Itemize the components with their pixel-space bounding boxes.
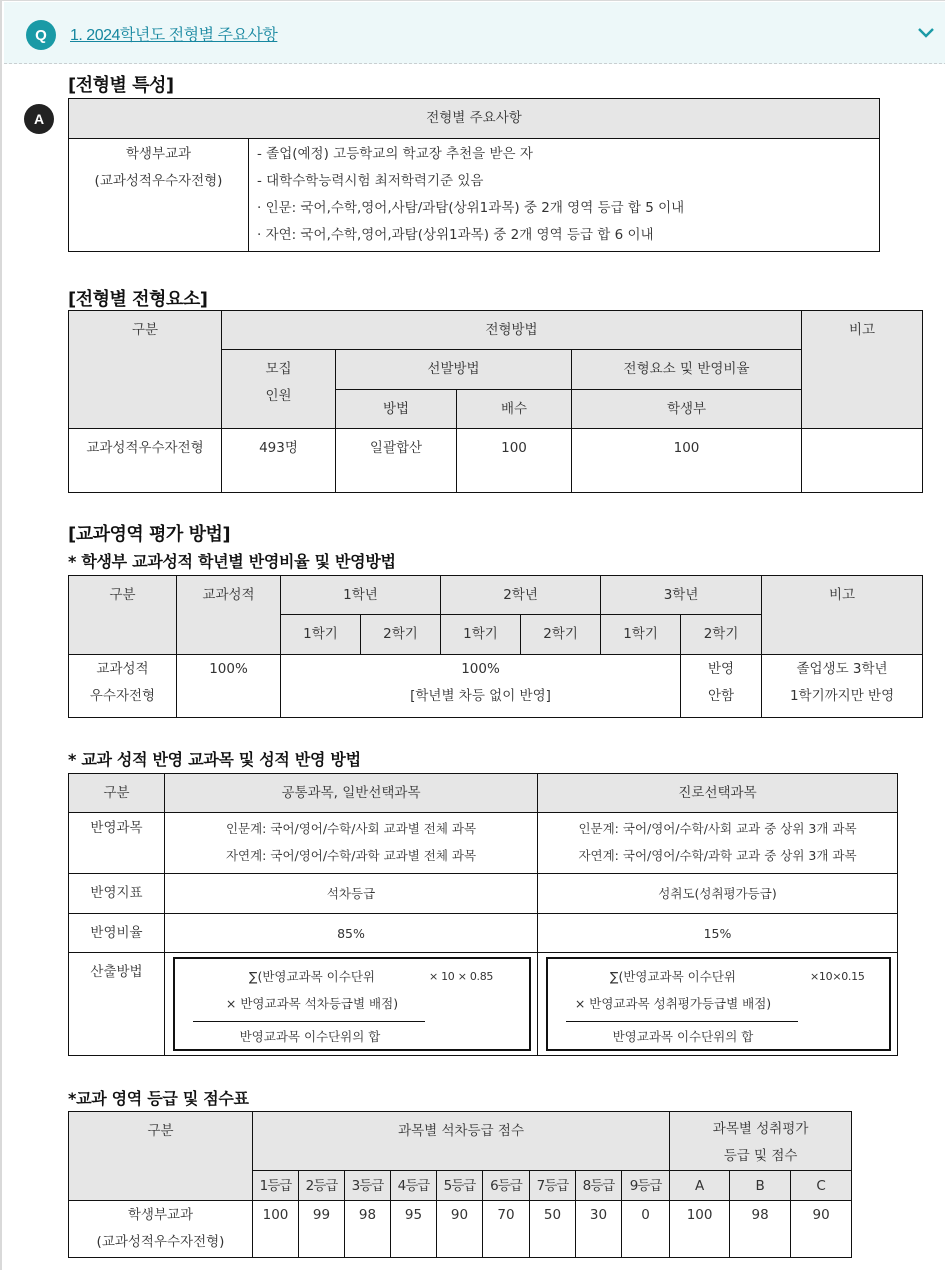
cell-text: 인문계: 국어/영어/수학/사회 교과별 전체 과목 [225,821,477,836]
cell-grade-score: 100% [177,655,281,718]
table-row [69,1201,852,1258]
table-row [69,813,898,874]
col-header: 2학기 [681,615,762,655]
section-heading-elements: [전형별 전형요소] [68,289,208,310]
col-header: 구분 [69,774,165,813]
col-header: 방법 [336,390,457,429]
cell-score: 50 [530,1201,576,1258]
formula-denominator: 반영교과목 이수단위의 합 [612,1029,754,1044]
col-header: 1학년 [281,576,441,615]
col-header: 9등급 [622,1171,670,1201]
fraction-bar [566,1021,798,1022]
row-label: 교과성적 [96,661,149,677]
col-header: 2등급 [299,1171,345,1201]
col-header: 구분 [69,576,177,655]
section-heading-characteristics: [전형별 특성] [68,75,174,96]
cell-text: 인문계: 국어/영어/수학/사회 교과 중 상위 3개 과목 [578,821,857,836]
question-badge: Q [26,20,56,50]
cell-recruit: 493명 [222,429,336,493]
col-header: 1학기 [281,615,361,655]
col-header: B [730,1171,791,1201]
table-row [69,874,898,914]
subjects-table [68,773,898,1056]
col-header: 1학기 [601,615,681,655]
col-header: 8등급 [576,1171,622,1201]
formula-numerator: × 반영교과목 성취평가등급별 배점) [574,996,772,1011]
col-header: 1등급 [253,1171,299,1201]
row-label: 반영지표 [69,874,165,914]
col-header: 진로선택과목 [538,774,898,813]
formula-denominator: 반영교과목 이수단위의 합 [239,1029,381,1044]
row-label: 산출방법 [69,953,165,1056]
question-header[interactable] [4,2,945,64]
formula-common [173,957,531,1051]
subheading-score-table: *교과 영역 등급 및 점수표 [68,1089,249,1108]
col-header: 비고 [762,576,923,655]
row-label: 학생부교과 [125,146,192,162]
col-header: A [670,1171,730,1201]
col-header: 과목별 석차등급 점수 [253,1112,670,1171]
col-header: 비고 [802,311,923,429]
formula-career [546,957,891,1051]
cell-note [802,429,923,493]
characteristics-table [68,98,880,252]
col-header: 등급 및 점수 [723,1148,798,1164]
col-header: 구분 [69,1112,253,1201]
col-header: 과목별 성취평가 [712,1121,809,1137]
col-header: 선발방법 [336,350,572,390]
cell-score: 30 [576,1201,622,1258]
cell-score: 90 [791,1201,852,1258]
col-header: 3등급 [345,1171,391,1201]
row-label: 학생부교과 [127,1207,194,1223]
cell-text: 자연계: 국어/영어/수학/과학 교과별 전체 과목 [225,848,477,863]
cell-score: 0 [622,1201,670,1258]
section-heading-evaluation: [교과영역 평가 방법] [68,524,231,545]
cell-text: 성취도(성취평가등급) [538,874,898,914]
col-header: C [791,1171,852,1201]
cell-score: 98 [345,1201,391,1258]
cell-text: 자연계: 국어/영어/수학/과학 교과 중 상위 3개 과목 [578,848,857,863]
row-label: 교과성적우수자전형 [69,429,222,493]
row-label: 우수자전형 [89,688,156,704]
cell-score: 100 [253,1201,299,1258]
fraction-bar [193,1021,425,1022]
grade-score-table [68,1111,852,1258]
col-header: 6등급 [483,1171,530,1201]
list-item: · 자연: 국어,수학,영어,과탐(상위1과목) 중 2개 영역 등급 합 6 이내 [257,227,654,243]
list-item: - 졸업(예정) 고등학교의 학교장 추천을 받은 자 [257,146,533,162]
cell-record: 100 [572,429,802,493]
cell-ratio-note: [학년별 차등 없이 반영] [410,688,551,704]
cell-note: 1학기까지만 반영 [789,688,895,704]
subheading-subjects: * 교과 성적 반영 교과목 및 성적 반영 방법 [68,750,361,769]
formula-multiplier: ×10×0.15 [810,970,865,983]
col-header: 4등급 [391,1171,437,1201]
formula-multiplier: × 10 × 0.85 [429,970,494,983]
col-header: 1학기 [441,615,521,655]
col-header: 배수 [457,390,572,429]
col-header: 전형방법 [222,311,802,350]
cell-score: 90 [437,1201,483,1258]
table-row [69,914,898,953]
col-header: 전형요소 및 반영비율 [572,350,802,390]
col-header: 2학기 [521,615,601,655]
col-header: 구분 [69,311,222,429]
col-header: 2학년 [441,576,601,615]
cell-score: 70 [483,1201,530,1258]
cell-text: 석차등급 [165,874,538,914]
col-header: 학생부 [572,390,802,429]
table-row [69,429,923,493]
cell-not-applied: 안함 [707,688,735,704]
formula-numerator: ∑(반영교과목 이수단위 [610,969,736,984]
row-label-sub: (교과성적우수자전형) [94,173,223,189]
question-title-link[interactable]: 1. 2024학년도 전형별 주요사항 [70,27,278,44]
table-row [69,953,898,1056]
row-label: (교과성적우수자전형) [96,1234,225,1250]
chevron-down-icon[interactable] [916,26,936,40]
year-ratio-table [68,575,923,718]
table-header: 전형별 주요사항 [69,99,880,139]
cell-score: 100 [670,1201,730,1258]
row-label: 반영과목 [69,813,165,874]
formula-numerator: ∑(반영교과목 이수단위 [249,969,375,984]
list-item: - 대학수학능력시험 최저학력기준 있음 [257,173,484,189]
col-header: 7등급 [530,1171,576,1201]
formula-numerator: × 반영교과목 석차등급별 배점) [225,996,399,1011]
col-header: 5등급 [437,1171,483,1201]
col-header: 교과성적 [177,576,281,655]
cell-score: 99 [299,1201,345,1258]
col-header: 인원 [265,388,292,404]
table-row [69,139,880,252]
cell-score: 98 [730,1201,791,1258]
cell-note: 졸업생도 3학년 [796,661,888,677]
col-header: 2학기 [361,615,441,655]
table-row [69,655,923,718]
cell-way: 일괄합산 [336,429,457,493]
cell-not-applied: 반영 [707,661,735,677]
col-header: 3학년 [601,576,762,615]
subheading-year-ratio: * 학생부 교과성적 학년별 반영비율 및 반영방법 [68,552,396,571]
cell-text: 15% [538,914,898,953]
row-label: 반영비율 [69,914,165,953]
cell-text: 85% [165,914,538,953]
answer-badge: A [24,104,54,134]
cell-score: 95 [391,1201,437,1258]
col-header: 공통과목, 일반선택과목 [165,774,538,813]
col-header: 모집 [265,361,292,377]
cell-ratio: 100% [461,661,500,677]
cell-multiple: 100 [457,429,572,493]
elements-table [68,310,923,493]
list-item: · 인문: 국어,수학,영어,사탐/과탐(상위1과목) 중 2개 영역 등급 합 5 이내 [257,200,685,216]
